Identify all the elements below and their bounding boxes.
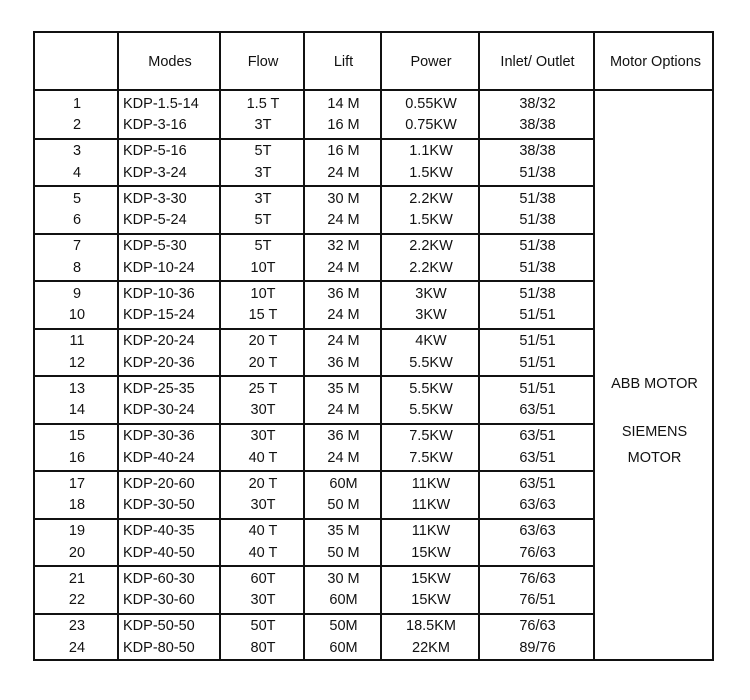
inlet-outlet-cell: 51/38 [519,190,556,207]
inlet-outlet-cell: 76/51 [519,592,556,609]
flow-cell: 3T [254,164,272,181]
row-number-cell: 24 [68,639,86,656]
power-cell: 22KM [412,639,450,656]
inlet-outlet-cell: 38/38 [519,117,556,134]
inlet-outlet-cell: 51/38 [519,285,556,302]
mode-cell: KDP-10-24 [123,259,195,276]
inlet-outlet-cell: 76/63 [519,618,556,635]
lift-cell: 36 M [327,428,360,445]
inlet-outlet-cell: 51/51 [519,354,556,371]
mode-cell: KDP-40-50 [123,544,195,561]
inlet-outlet-cell: 63/51 [519,449,556,466]
flow-cell: 10T [250,259,276,276]
header-motor-options: Motor Options [609,53,702,70]
lift-cell: 50M [329,618,358,635]
mode-cell: KDP-15-24 [123,307,195,324]
power-cell: 5.5KW [409,380,453,397]
flow-cell: 10T [250,285,276,302]
mode-cell: KDP-40-35 [123,523,195,540]
mode-cell: KDP-10-36 [123,285,195,302]
power-cell: 4KW [415,333,447,350]
mode-cell: KDP-20-60 [123,475,195,492]
row-number-cell: 16 [68,449,86,466]
row-number-cell: 21 [68,570,86,587]
power-cell: 15KW [411,570,451,587]
power-cell: 0.75KW [405,117,457,134]
inlet-outlet-cell: 89/76 [519,639,556,656]
lift-cell: 36 M [327,285,360,302]
inlet-outlet-cell: 63/51 [519,428,556,445]
mode-cell: KDP-5-30 [123,238,187,255]
power-cell: 2.2KW [409,238,453,255]
flow-cell: 40 T [248,523,278,540]
power-cell: 7.5KW [409,449,453,466]
lift-cell: 24 M [327,259,360,276]
motor-option-text: SIEMENS [621,424,688,440]
flow-cell: 30T [250,428,276,445]
lift-cell: 50 M [327,544,360,561]
inlet-outlet-cell: 63/63 [519,523,556,540]
mode-cell: KDP-30-24 [123,402,195,419]
header-mode: Modes [148,53,192,70]
header-flow: Flow [247,53,279,70]
flow-cell: 25 T [248,380,278,397]
pump-spec-table [33,31,714,661]
inlet-outlet-cell: 51/38 [519,238,556,255]
mode-cell: KDP-30-36 [123,428,195,445]
row-number-cell: 1 [72,95,82,112]
power-cell: 5.5KW [409,402,453,419]
flow-cell: 20 T [248,333,278,350]
row-number-cell: 6 [72,212,82,229]
header-power: Power [410,53,452,70]
mode-cell: KDP-3-16 [123,117,187,134]
power-cell: 11KW [411,497,451,514]
lift-cell: 35 M [327,380,360,397]
power-cell: 1.5KW [409,212,453,229]
lift-cell: 60M [329,475,358,492]
lift-cell: 24 M [327,307,360,324]
row-number-cell: 5 [72,190,82,207]
inlet-outlet-cell: 51/51 [519,333,556,350]
power-cell: 2.2KW [409,259,453,276]
mode-cell: KDP-3-24 [123,164,187,181]
flow-cell: 30T [250,402,276,419]
row-number-cell: 19 [68,523,86,540]
lift-cell: 24 M [327,449,360,466]
mode-cell: KDP-1.5-14 [123,95,199,112]
row-number-cell: 13 [68,380,86,397]
motor-option-text: MOTOR [627,450,682,466]
row-number-cell: 3 [72,143,82,160]
lift-cell: 50 M [327,497,360,514]
flow-cell: 5T [254,143,272,160]
inlet-outlet-cell: 63/51 [519,402,556,419]
row-number-cell: 7 [72,238,82,255]
lift-cell: 24 M [327,333,360,350]
row-number-cell: 15 [68,428,86,445]
row-number-cell: 9 [72,285,82,302]
row-number-cell: 2 [72,117,82,134]
inlet-outlet-cell: 63/51 [519,475,556,492]
inlet-outlet-cell: 51/51 [519,380,556,397]
flow-cell: 30T [250,497,276,514]
header-inlet-outlet: Inlet/ Outlet [500,53,575,70]
row-number-cell: 23 [68,618,86,635]
flow-cell: 1.5 T [246,95,280,112]
inlet-outlet-cell: 51/38 [519,259,556,276]
lift-cell: 14 M [327,95,360,112]
mode-cell: KDP-25-35 [123,380,195,397]
row-number-cell: 10 [68,307,86,324]
mode-cell: KDP-80-50 [123,639,195,656]
flow-cell: 15 T [248,307,278,324]
power-cell: 0.55KW [405,95,457,112]
power-cell: 3KW [415,285,447,302]
row-number-cell: 18 [68,497,86,514]
flow-cell: 50T [250,618,276,635]
row-number-cell: 17 [68,475,86,492]
inlet-outlet-cell: 38/38 [519,143,556,160]
flow-cell: 60T [250,570,276,587]
flow-cell: 40 T [248,544,278,561]
inlet-outlet-cell: 51/38 [519,164,556,181]
flow-cell: 5T [254,238,272,255]
row-number-cell: 20 [68,544,86,561]
power-cell: 1.1KW [409,143,453,160]
flow-cell: 20 T [248,354,278,371]
mode-cell: KDP-30-50 [123,497,195,514]
power-cell: 1.5KW [409,164,453,181]
flow-cell: 3T [254,117,272,134]
inlet-outlet-cell: 76/63 [519,570,556,587]
lift-cell: 32 M [327,238,360,255]
flow-cell: 5T [254,212,272,229]
lift-cell: 16 M [327,143,360,160]
power-cell: 11KW [411,475,451,492]
motor-option-text: ABB MOTOR [611,376,698,392]
lift-cell: 35 M [327,523,360,540]
mode-cell: KDP-40-24 [123,449,195,466]
inlet-outlet-cell: 63/63 [519,497,556,514]
power-cell: 7.5KW [409,428,453,445]
power-cell: 5.5KW [409,354,453,371]
power-cell: 15KW [411,544,451,561]
row-number-cell: 4 [72,164,82,181]
flow-cell: 3T [254,190,272,207]
lift-cell: 24 M [327,212,360,229]
inlet-outlet-cell: 76/63 [519,544,556,561]
mode-cell: KDP-20-36 [123,354,195,371]
lift-cell: 24 M [327,164,360,181]
mode-cell: KDP-60-30 [123,570,195,587]
inlet-outlet-cell: 51/51 [519,307,556,324]
inlet-outlet-cell: 51/38 [519,212,556,229]
header-lift: Lift [333,53,354,70]
flow-cell: 20 T [248,475,278,492]
row-number-cell: 11 [69,333,85,350]
row-number-cell: 14 [68,402,86,419]
lift-cell: 24 M [327,402,360,419]
power-cell: 15KW [411,592,451,609]
row-number-cell: 12 [68,354,86,371]
row-number-cell: 8 [72,259,82,276]
mode-cell: KDP-30-60 [123,592,195,609]
flow-cell: 80T [250,639,276,656]
power-cell: 11KW [411,523,451,540]
inlet-outlet-cell: 38/32 [519,95,556,112]
mode-cell: KDP-50-50 [123,618,195,635]
lift-cell: 60M [329,592,358,609]
mode-cell: KDP-20-24 [123,333,195,350]
mode-cell: KDP-3-30 [123,190,187,207]
flow-cell: 30T [250,592,276,609]
flow-cell: 40 T [248,449,278,466]
power-cell: 18.5KM [406,618,456,635]
mode-cell: KDP-5-24 [123,212,187,229]
lift-cell: 16 M [327,117,360,134]
power-cell: 2.2KW [409,190,453,207]
power-cell: 3KW [415,307,447,324]
header-row-number [35,33,119,91]
lift-cell: 30 M [327,570,360,587]
lift-cell: 30 M [327,190,360,207]
lift-cell: 36 M [327,354,360,371]
lift-cell: 60M [329,639,358,656]
mode-cell: KDP-5-16 [123,143,187,160]
row-number-cell: 22 [68,592,86,609]
